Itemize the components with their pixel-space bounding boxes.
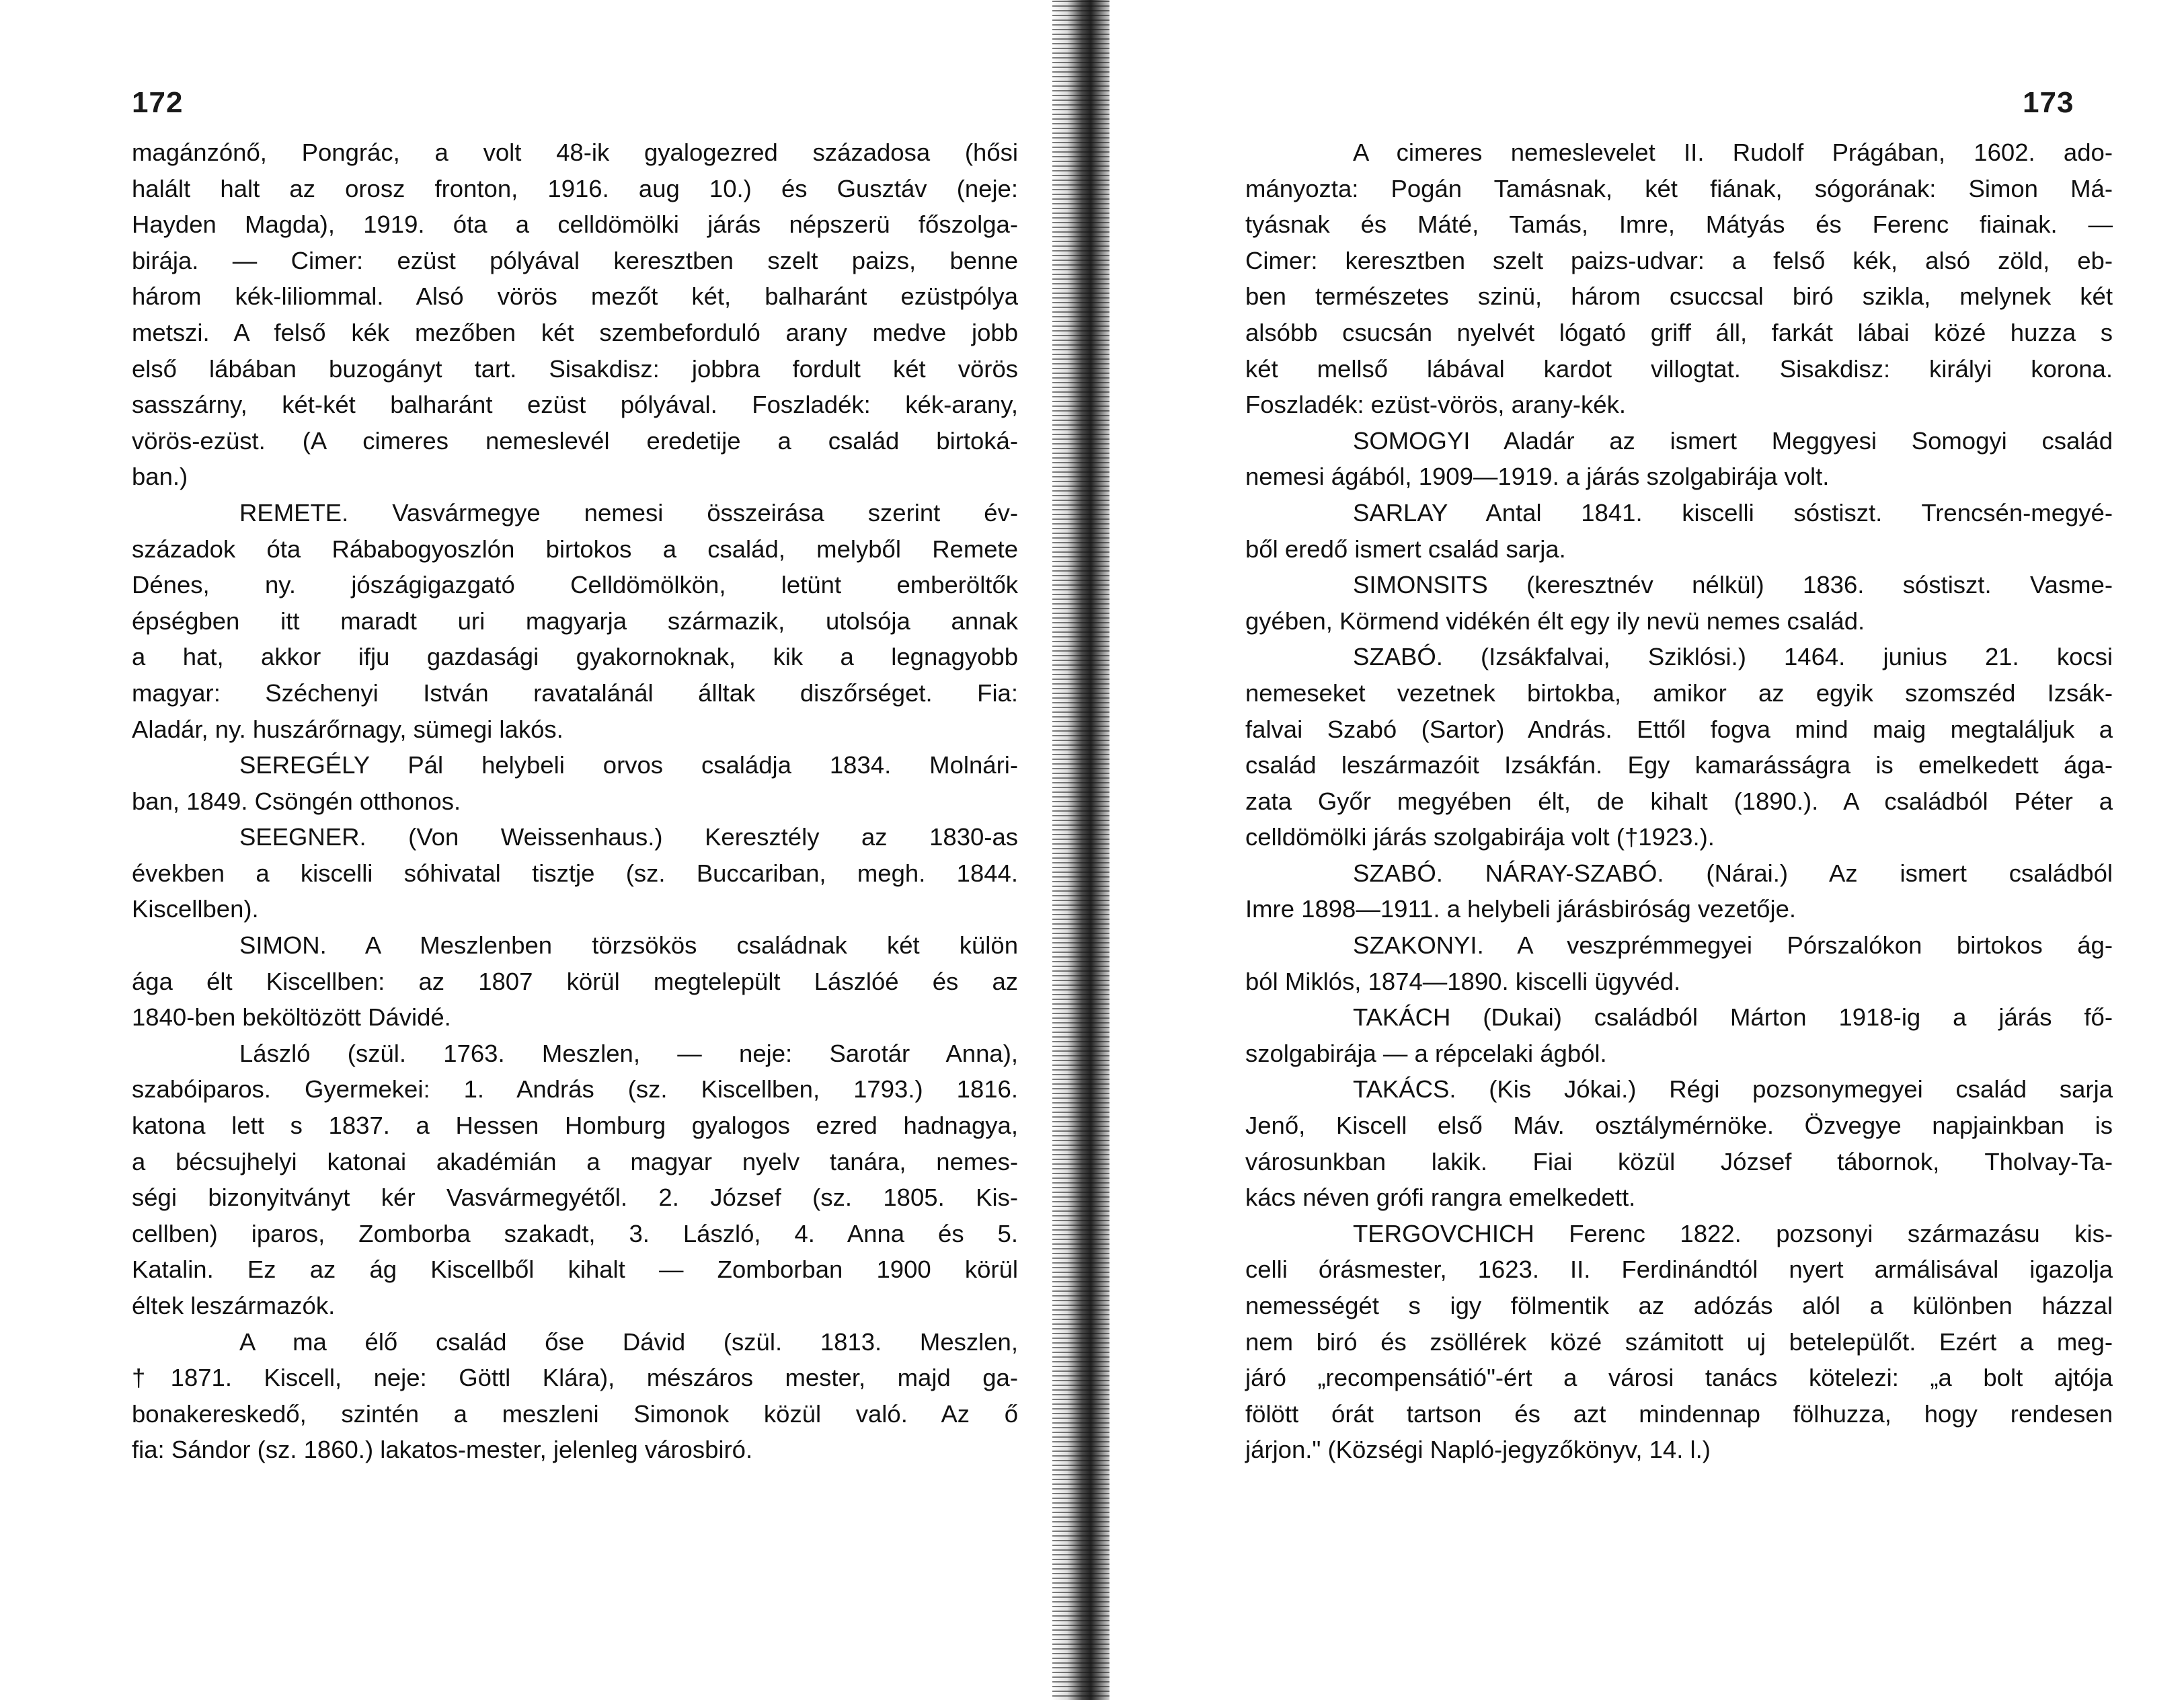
text-line: nemességét s igy fölmentik az adózás alól a különben házzal (1245, 1292, 2113, 1319)
right-page (1109, 0, 2184, 1700)
text-line: gyében, Körmend vidékén élt egy ily nevü nemes család. (1245, 607, 1865, 635)
text-line: bonakereskedő, szintén a meszleni Simonok közül való. Az ő (132, 1399, 1018, 1428)
text-line: ága élt Kiscellben: az 1807 körül megtelepült Lászlóé és az (132, 967, 1018, 995)
text-line: épségben itt maradt uri magyarja származik, utolsója annak (132, 607, 1018, 635)
text-line: metszi. A felső kék mezőben két szembeforduló arany medve jobb (132, 318, 1018, 346)
entry-david: A ma élő család őse Dávid (szül. 1813. Meszlen, (239, 1327, 1018, 1356)
text-line: fölött órát tartson és azt mindennap fölhuzza, hogy rendesen (1245, 1399, 2113, 1428)
text-line: cellben) iparos, Zomborba szakadt, 3. László, 4. Anna és 5. (132, 1219, 1018, 1247)
text-line: években a kiscelli sóhivatal tisztje (sz. Buccariban, megh. 1844. (132, 859, 1018, 887)
text-line: ban.) (132, 463, 188, 491)
entry-takach: TAKÁCH (Dukai) családból Márton 1918-ig a járás fő- (1353, 1003, 2113, 1032)
text-line: katona lett s 1837. a Hessen Homburg gyalogos ezred hadnagya, (132, 1112, 1018, 1140)
text-line: nem biró és zsöllérek közé számitott uj betelepülőt. Ezért a meg- (1245, 1327, 2113, 1356)
text-line: magánzónő, Pongrác, a volt 48-ik gyalogezred századosa (hősi (132, 139, 1018, 166)
text-line: két mellső lábával kardot villogtat. Sisakdisz: királyi korona. (1245, 354, 2113, 383)
text-line: sasszárny, két-két balharánt ezüst pólyával. Foszladék: kék-arany, (132, 391, 1018, 419)
text-line: ban, 1849. Csöngén otthonos. (132, 787, 461, 815)
text-line: ségi bizonyitványt kér Vasvármegyétől. 2. József (sz. 1805. Kis- (132, 1184, 1018, 1212)
text-line: századok óta Rábabogyoszlón birtokos a család, melyből Remete (132, 535, 1018, 563)
entry-seegner: SEEGNER. (Von Weissenhaus.) Keresztély az 1830-as (239, 823, 1018, 851)
text-line: ból Miklós, 1874—1890. kiscelli ügyvéd. (1245, 967, 1681, 995)
text-line: Hayden Magda), 1919. óta a celldömölki járás népszerü főszolga- (132, 210, 1018, 239)
text-line: Imre 1898—1911. a helybeli járásbiróság vezetője. (1245, 895, 1797, 923)
page-number-left: 172 (132, 86, 184, 119)
entry-tergovchich: TERGOVCHICH Ferenc 1822. pozsonyi származásu kis- (1353, 1219, 2113, 1247)
text-line: magyar: Széchenyi István ravatalánál álltak diszőrséget. Fia: (132, 679, 1018, 707)
entry-somogyi: SOMOGYI Aladár az ismert Meggyesi Somogyi család (1353, 426, 2113, 455)
entry-takacs: TAKÁCS. (Kis Jókai.) Régi pozsonymegyei család sarja (1353, 1075, 2113, 1104)
text-line: vörös-ezüst. (A cimeres nemeslevél eredetije a család birtoká- (132, 426, 1018, 455)
entry-cimeres: A cimeres nemeslevelet II. Rudolf Prágában, 1602. ado- (1353, 139, 2113, 166)
text-line: falvai Szabó (Sartor) András. Ettől fogva mind maig megtaláljuk a (1245, 715, 2113, 743)
text-line: celldömölki járás szolgabirája volt (†1923.). (1245, 823, 1715, 851)
text-line: nemesi ágából, 1909—1919. a járás szolgabirája volt. (1245, 463, 1830, 491)
left-page (0, 0, 1066, 1700)
text-line: birája. — Cimer: ezüst pólyával keresztben szelt paizs, benne (132, 246, 1018, 274)
entry-remete: REMETE. Vasvármegye nemesi összeirása szerint év- (239, 498, 1018, 527)
entry-sarlay: SARLAY Antal 1841. kiscelli sóstiszt. Trencsén-megyé- (1353, 498, 2113, 527)
text-line: ből eredő ismert család sarja. (1245, 535, 1566, 563)
text-line: család leszármazóit Izsákfán. Egy kamarásságra is emelkedett ága- (1245, 751, 2113, 779)
text-line: nemeseket vezetnek birtokba, amikor az egyik szomszéd Izsák- (1245, 679, 2113, 707)
text-line: járó „recompensátió"-ért a városi tanács kötelezi: „a bolt ajtója (1245, 1364, 2113, 1392)
text-line: fia: Sándor (sz. 1860.) lakatos-mester, jelenleg városbiró. (132, 1436, 753, 1464)
entry-szabo: SZABÓ. (Izsákfalvai, Sziklósi.) 1464. junius 21. kocsi (1353, 643, 2113, 671)
text-line: halált halt az orosz fronton, 1916. aug 10.) és Gusztáv (neje: (132, 174, 1018, 202)
text-line: szabóiparos. Gyermekei: 1. András (sz. Kiscellben, 1793.) 1816. (132, 1075, 1018, 1104)
left-page-text (132, 134, 1018, 1468)
text-line: Aladár, ny. huszárőrnagy, sümegi lakós. (132, 715, 563, 743)
text-line: városunkban lakik. Fiai közül József tábornok, Tholvay-Ta- (1245, 1147, 2113, 1175)
entry-naray-szabo: SZABÓ. NÁRAY-SZABÓ. (Nárai.) Az ismert családból (1353, 859, 2113, 887)
text-line: Dénes, ny. jószágigazgató Celldömölkön, letünt emberöltők (132, 571, 1018, 599)
text-line: éltek leszármazók. (132, 1292, 336, 1319)
text-line: három kék-liliommal. Alsó vörös mezőt két, balharánt ezüstpólya (132, 282, 1018, 311)
text-line: Cimer: keresztben szelt paizs-udvar: a felső kék, alsó zöld, eb- (1245, 246, 2113, 274)
entry-simon: SIMON. A Meszlenben törzsökös családnak két külön (239, 931, 1018, 960)
text-line: celli órásmester, 1623. II. Ferdinándtól nyert armálisával igazolja (1245, 1255, 2113, 1284)
entry-seregely: SEREGÉLY Pál helybeli orvos családja 1834. Molnári- (239, 751, 1018, 779)
entry-szakonyi: SZAKONYI. A veszprémmegyei Pórszalókon birtokos ág- (1353, 931, 2113, 960)
text-line: kács néven grófi rangra emelkedett. (1245, 1184, 1636, 1212)
text-line: mányozta: Pogán Tamásnak, két fiának, sógorának: Simon Má- (1245, 174, 2113, 202)
text-line: szolgabirája — a répcelaki ágból. (1245, 1039, 1607, 1067)
text-line: zata Győr megyében élt, de kihalt (1890.). A családból Péter a (1245, 787, 2113, 815)
entry-laszlo: László (szül. 1763. Meszlen, — neje: Sarotár Anna), (239, 1039, 1018, 1067)
text-line: tyásnak és Máté, Tamás, Imre, Mátyás és Ferenc fiainak. — (1245, 210, 2113, 239)
text-line: Foszladék: ezüst-vörös, arany-kék. (1245, 391, 1626, 419)
text-line: a hat, akkor ifju gazdasági gyakornoknak, kik a legnagyobb (132, 643, 1018, 671)
text-line: járjon." (Községi Napló-jegyzőkönyv, 14. l.) (1245, 1436, 1711, 1464)
text-line: Kiscellben). (132, 895, 259, 923)
entry-simonsits: SIMONSITS (keresztnév nélkül) 1836. sóstiszt. Vasme- (1353, 571, 2113, 599)
text-line: alsóbb csucsán nyelvét lógató griff áll, farkát lábai közé huzza s (1245, 318, 2113, 346)
text-line: †1871. Kiscell, neje: Göttl Klára), mészáros mester, majd ga- (132, 1364, 1018, 1392)
text-line: Katalin. Ez az ág Kiscellből kihalt — Zomborban 1900 körül (132, 1255, 1018, 1284)
text-line: ben természetes szinü, három csuccsal biró szikla, melynek két (1245, 282, 2113, 311)
right-page-text (1245, 134, 2113, 1468)
text-line: első lábában buzogányt tart. Sisakdisz: jobbra fordult két vörös (132, 354, 1018, 383)
text-line: Jenő, Kiscell első Máv. osztálymérnöke. Özvegye napjainkban is (1245, 1112, 2113, 1140)
page-number-right: 173 (2023, 86, 2074, 119)
text-line: 1840-ben beköltözött Dávidé. (132, 1003, 451, 1032)
text-line: a bécsujhelyi katonai akadémián a magyar nyelv tanára, nemes- (132, 1147, 1018, 1175)
